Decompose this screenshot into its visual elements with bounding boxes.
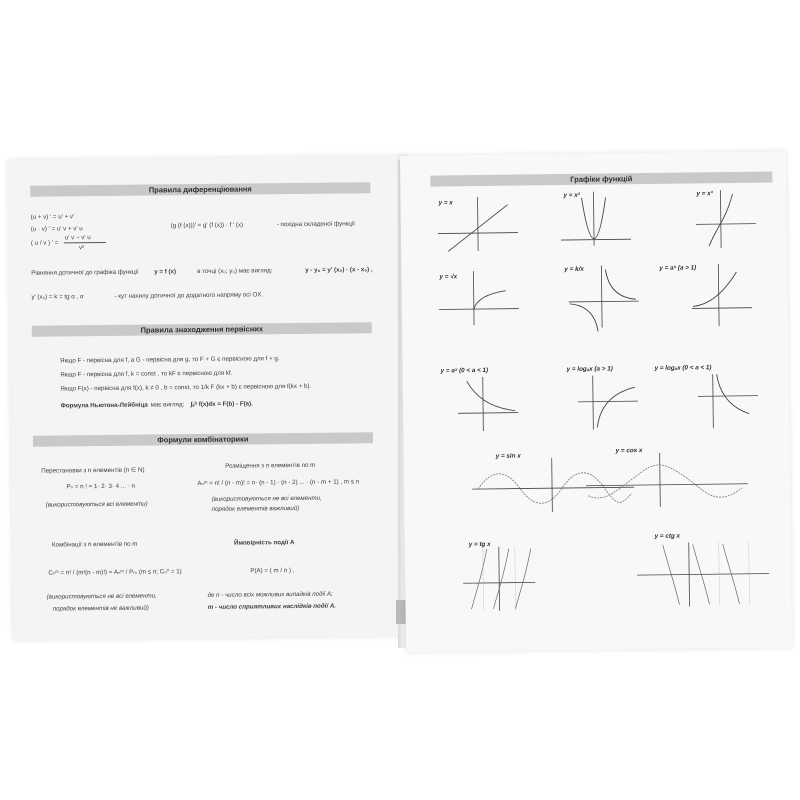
- graph-label-sqrt: y = √x: [439, 273, 458, 281]
- graph-cubic: [690, 186, 761, 251]
- graph-ctg: [633, 537, 774, 609]
- newton-leibniz-text: має вигляд:: [150, 401, 185, 409]
- permutations-formula: Pₙ = n ! = 1· 2· 3· 4 ... · n: [66, 482, 135, 491]
- graph-log-decay: [693, 370, 764, 431]
- graph-label-hyperbola: y = k/x: [564, 265, 584, 273]
- antider-rule-3: Якщо F(x) - первісна для f(x), k ≠ 0 , b = const, то 1/k F (kx + b) є первісною для f(kx + b).: [60, 382, 312, 393]
- graph-label-log-decay: y = logₐx (0 < a < 1): [654, 364, 712, 372]
- graph-hyperbola: [563, 261, 644, 332]
- arrangements-title: Розміщення з n елементів по m: [225, 461, 316, 470]
- graph-label-sin: y = sin x: [495, 452, 521, 460]
- fraction-line: [64, 242, 106, 243]
- antider-rule-2: Якщо F - первісна для f, k = const , то kF є первісною для kf.: [60, 369, 233, 379]
- graph-exp-growth: [686, 260, 757, 331]
- tangent-function: y = f (x): [154, 268, 177, 276]
- graph-log-growth: [573, 371, 644, 432]
- probability-formula: P(A) = ( m / n ) ,: [250, 567, 295, 575]
- newton-leibniz-formula: ∫ₐᵇ f(x)dx = F(b) - F(a).: [190, 400, 253, 409]
- section-title-graphs: Графіки функцій: [430, 171, 772, 186]
- newton-leibniz-label: Формула Ньютона-Лейбніца: [60, 401, 148, 410]
- graph-label-ctg: y = ctg x: [654, 532, 681, 540]
- tangent-text: Рівняння дотичної до графіка функції: [31, 268, 139, 277]
- graph-label-exp-decay: y = aˣ (0 < a < 1): [440, 366, 489, 375]
- formula-chain-rule: (g (f (x)))′ = g′ (f (x)) · f ′ (x): [170, 221, 244, 230]
- formula-product-rule: (u · v) ′ = u′ v + v′ u: [30, 225, 83, 233]
- formula-sum-rule: (u + v) ′ = u′ + v′: [30, 213, 75, 221]
- graph-linear: [432, 193, 523, 254]
- antider-rule-1: Якщо F - первісна для f, а G - первісна для g, то F + G є первісною для f + g.: [60, 355, 280, 365]
- graph-label-cos: y = cos x: [615, 447, 643, 455]
- graph-cos: [582, 448, 753, 510]
- graph-exp-decay: [453, 373, 524, 434]
- probability-note-2: m - число сприятливих наслідків події A.: [207, 602, 337, 611]
- tangent-point: в точці (x₀; y₀) має вигляд:: [197, 267, 273, 276]
- combinations-note-1: (використовуються не всі елементи,: [46, 592, 157, 601]
- graph-label-log-growth: y = logₐx (a > 1): [566, 365, 613, 373]
- combinations-title: Комбінації з n елементів по m: [51, 540, 138, 549]
- graph-label-exp-growth: y = aˣ (a > 1): [659, 264, 697, 272]
- graph-label-cubic: y = x³: [696, 190, 713, 198]
- section-title-combinatorics: Формули комбінаторики: [33, 432, 373, 447]
- combinations-formula: Cₙᵐ = n! / (m!(n - m)!) = Aₙᵐ / Pₘ (m ≤ n; Cₙ⁰ = 1): [48, 568, 182, 577]
- graph-parabola: [555, 187, 636, 248]
- slope-formula: y′ (x₀) = k = tg α , α: [31, 293, 84, 301]
- section-title-antiderivatives: Правила знаходження первісних: [32, 322, 372, 337]
- right-page: [400, 151, 792, 652]
- graph-label-linear: y = x: [438, 199, 453, 207]
- arrangements-note-2: порядок елементів важливий): [211, 504, 300, 513]
- probability-title: Ймовірність події A: [233, 539, 295, 547]
- left-page: [8, 156, 413, 640]
- graph-tg: [459, 542, 540, 613]
- tangent-equation: y - y₀ = y′ (x₀) · (x - x₀) ,: [305, 266, 373, 274]
- graph-label-tg: y = tg x: [468, 540, 491, 549]
- graph-sqrt: [433, 267, 524, 328]
- formula-quotient-rule-left: ( u / v ) ′ =: [30, 239, 59, 247]
- combinations-note-2: порядок елементів не важливий): [52, 604, 149, 613]
- arrangements-formula: Aₙᵐ = n! / (n - m)! = n· (n - 1) · (n - 2) ... · (n - m + 1) , m ≤ n: [197, 478, 360, 488]
- chain-rule-note: - похідна складеної функції: [276, 220, 356, 229]
- permutations-note: (використовуються всі елементи): [45, 500, 148, 509]
- section-title-differentiation: Правила диференціювання: [30, 182, 370, 197]
- slope-note: - кут нахилу дотичної до додатного напряму осі OX.: [114, 291, 264, 300]
- formula-quotient-rule-denominator: v²: [78, 244, 85, 252]
- graph-label-square: y = x²: [563, 191, 580, 200]
- arrangements-note-1: (використовуються не всі елементи,: [211, 494, 322, 503]
- formula-quotient-rule-numerator: u′ v − v′ u: [64, 234, 91, 242]
- probability-note-1: де n - число всіх можливих випадків події A;: [207, 590, 333, 599]
- permutations-title: Перестановки з n елементів (n ∈ N): [41, 466, 145, 475]
